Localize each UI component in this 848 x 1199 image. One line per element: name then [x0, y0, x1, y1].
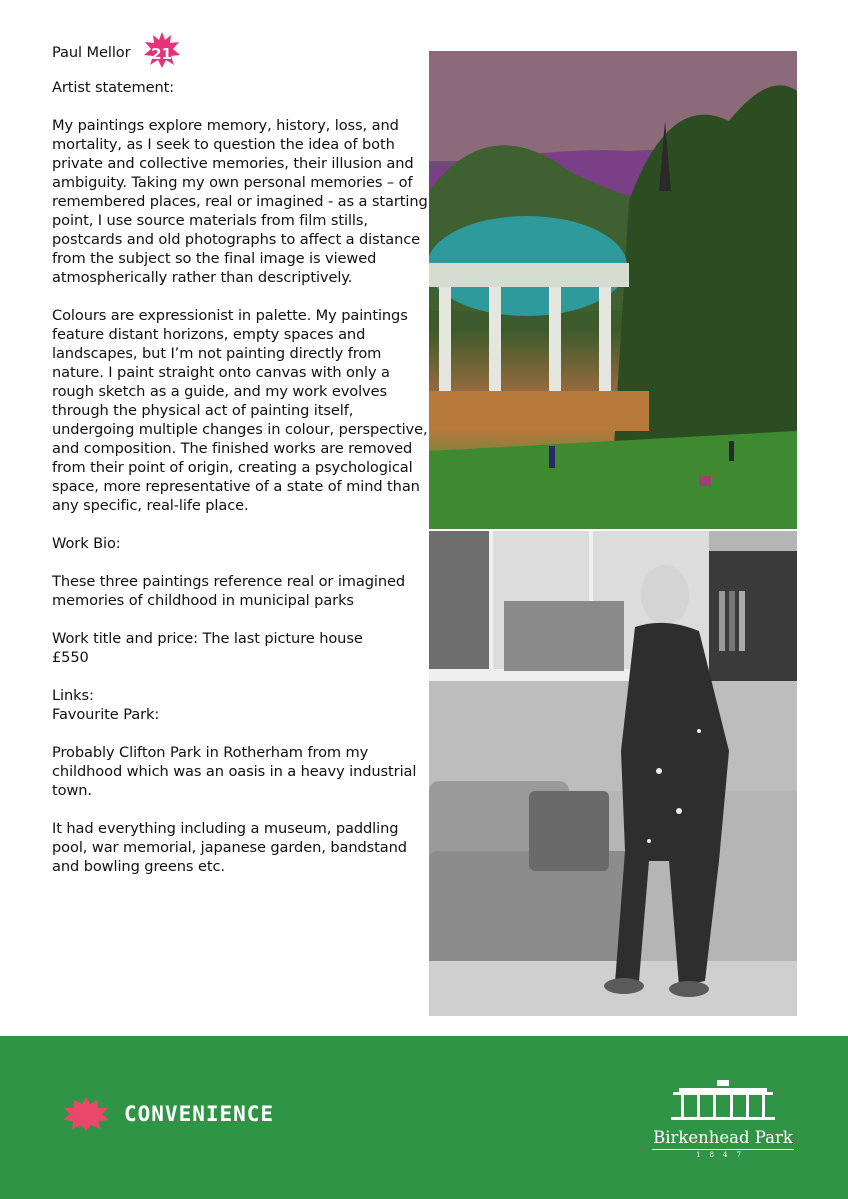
- artist-name: Paul Mellor: [52, 43, 131, 61]
- convenience-wordmark: CONVENIENCE: [124, 1102, 275, 1126]
- artist-header: [52, 40, 428, 64]
- footer-bar: [0, 1036, 848, 1199]
- park-gate-icon: [667, 1080, 779, 1122]
- artist-number-badge: [143, 32, 181, 68]
- convenience-brand: [62, 1097, 274, 1131]
- work-bio-text: These three paintings reference real or imagined memories of childhood in municipal parks: [52, 573, 406, 609]
- work-bio-heading: Work Bio:: [52, 535, 121, 552]
- artist-photo: [429, 531, 797, 1016]
- favourite-park-paragraph-1: Probably Clifton Park in Rotherham from my childhood which was an oasis in a heavy industrial town.: [52, 744, 417, 799]
- painting-bandstand-illustration: [429, 51, 797, 529]
- park-year: 1847: [652, 1149, 794, 1159]
- artist-text-column: [52, 43, 428, 895]
- statement-paragraph-2: Colours are expressionist in palette. My paintings feature distant horizons, empty spaces and landscapes, but I’m not painting directly from nature. I paint straight onto canvas with only a rough sketch as a guide, and my work evolves through the physical act of painting itself, undergoing multiple changes in colour, perspective, and composition. The finished works are removed from their point of origin, creating a psychological space, more representative of a state of mind than any specific, real-life place.: [52, 307, 428, 514]
- links-heading: Links:: [52, 687, 94, 704]
- statement-paragraph-1: My paintings explore memory, history, loss, and mortality, as I seek to question the idea of both private and collective memories, their illusion and ambiguity. Taking my own personal memories – of remembered places, real or imagined - as a starting point, I use source materials from film stills, postcards and old photographs to affect a distance from the subject so the final image is viewed atmospherically rather than descriptively.: [52, 117, 428, 286]
- work-title: Work title and price: The last picture house: [52, 630, 363, 647]
- painting-image: [429, 51, 797, 529]
- statement-heading: Artist statement:: [52, 79, 175, 96]
- birkenhead-park-logo: [646, 1080, 800, 1159]
- park-name: Birkenhead Park: [653, 1128, 793, 1147]
- starburst-icon: [62, 1097, 110, 1131]
- work-price: £550: [52, 649, 89, 666]
- artist-number: 21: [151, 45, 172, 63]
- favourite-park-heading: Favourite Park:: [52, 706, 160, 723]
- favourite-park-paragraph-2: It had everything including a museum, paddling pool, war memorial, japanese garden, bandstand and bowling greens etc.: [52, 820, 407, 875]
- artist-portrait-illustration: [429, 531, 797, 1016]
